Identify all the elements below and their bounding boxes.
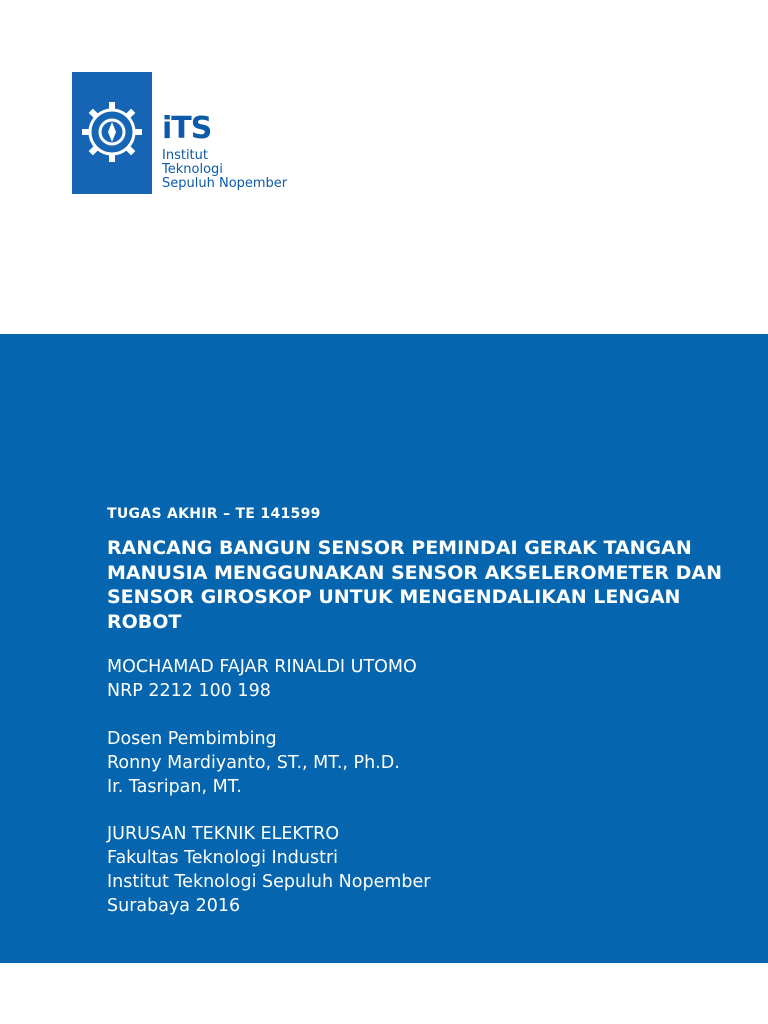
title-line: SENSOR GIROSKOP UNTUK MENGENDALIKAN LENGAN (107, 586, 681, 608)
author-name: MOCHAMAD FAJAR RINALDI UTOMO (107, 657, 417, 677)
its-logo (72, 72, 288, 194)
student-nrp: NRP 2212 100 198 (107, 681, 271, 701)
its-emblem (72, 72, 152, 194)
thesis-title (107, 536, 722, 634)
logo-line-teknologi: Teknologi (162, 162, 223, 177)
title-line: MANUSIA MENGGUNAKAN SENSOR AKSELEROMETER DAN (107, 561, 723, 584)
logo-line-sepuluh-nopember: Sepuluh Nopember (162, 176, 288, 191)
advisor-heading: Dosen Pembimbing (107, 729, 277, 749)
advisor-2: Ir. Tasripan, MT. (107, 777, 242, 797)
advisor-1: Ronny Mardiyanto, ST., MT., Ph.D. (107, 753, 400, 773)
city-year: Surabaya 2016 (107, 896, 241, 916)
its-wordmark: iTS (162, 111, 212, 146)
title-line: ROBOT (107, 610, 182, 633)
faculty: Fakultas Teknologi Industri (107, 848, 339, 868)
thesis-code: TUGAS AKHIR – TE 141599 (107, 506, 321, 522)
logo-line-institut: Institut (162, 148, 208, 163)
institute: Institut Teknologi Sepuluh Nopember (107, 872, 431, 892)
gear-emblem-icon (78, 98, 146, 166)
department: JURUSAN TEKNIK ELEKTRO (107, 824, 340, 844)
title-line: RANCANG BANGUN SENSOR PEMINDAI GERAK TANGAN (107, 537, 692, 559)
